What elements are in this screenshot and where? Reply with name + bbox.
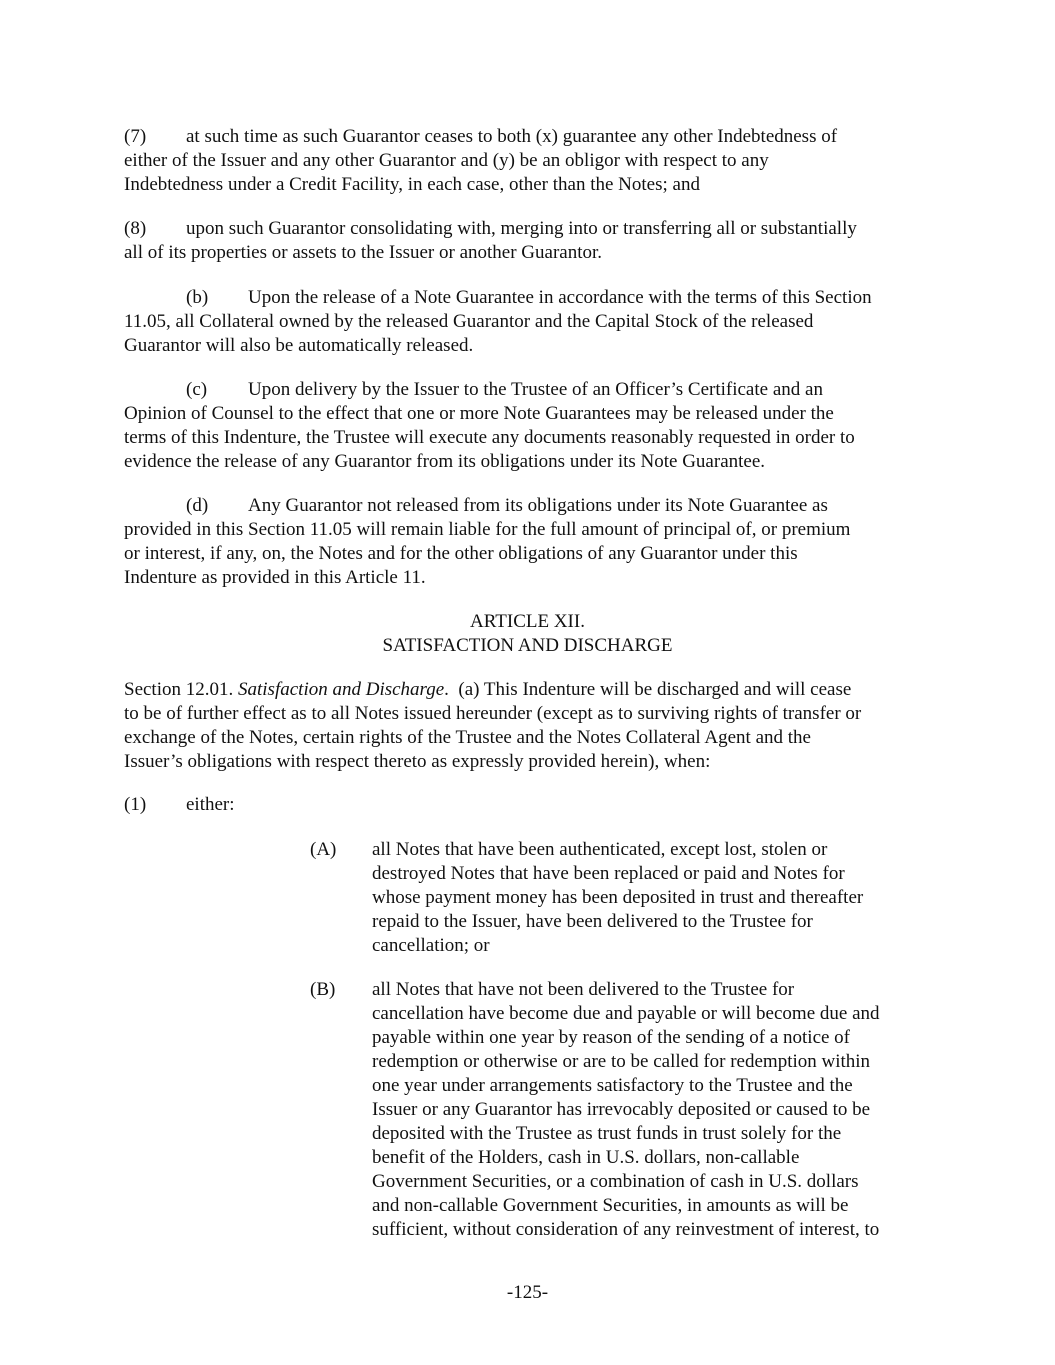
section-12-01-text: . (a) This Indenture will be discharged and will cease: [444, 679, 852, 700]
sub-item-b-line-8: benefit of the Holders, cash in U.S. dollars, non-callable: [372, 1147, 800, 1168]
clause-7: [124, 125, 939, 197]
sub-item-b-label: (B): [310, 979, 336, 1000]
item-1-text: either:: [186, 794, 235, 815]
clause-8-line-1: [124, 217, 939, 241]
sub-item-a-line-3: whose payment money has been deposited in trust and thereafter: [372, 887, 864, 908]
section-heading: Satisfaction and Discharge: [238, 679, 445, 700]
sub-item-a-line-1: all Notes that have been authenticated, except lost, stolen or: [372, 839, 828, 860]
clause-8: [124, 217, 939, 265]
item-1-line: [124, 793, 939, 817]
paragraph-d-line-1: [124, 494, 939, 518]
paragraph-d-line-2: provided in this Section 11.05 will remain liable for the full amount of principal of, or premium: [124, 519, 851, 540]
paragraph-b-number: (b): [186, 287, 209, 308]
paragraph-b-line-1: [124, 286, 939, 310]
sub-item-b-line-4: redemption or otherwise or are to be called for redemption within: [372, 1051, 871, 1072]
section-number: Section 12.01.: [124, 679, 238, 700]
clause-8-text: upon such Guarantor consolidating with, merging into or transferring all or substantially: [186, 218, 857, 239]
paragraph-c-line-4: evidence the release of any Guarantor from its obligations under its Note Guarantee.: [124, 451, 766, 472]
paragraph-c-number: (c): [186, 379, 208, 400]
sub-item-a-line-2: destroyed Notes that have been replaced or paid and Notes for: [372, 863, 845, 884]
clause-8-number: (8): [124, 218, 147, 239]
sub-item-b-line-6: Issuer or any Guarantor has irrevocably deposited or caused to be: [372, 1099, 871, 1120]
sub-item-a-line-5: cancellation; or: [372, 935, 490, 956]
clause-7-text: at such time as such Guarantor ceases to both (x) guarantee any other Indebtedness of: [186, 126, 838, 147]
paragraph-c: [124, 378, 939, 474]
paragraph-c-line-1: [124, 378, 939, 402]
paragraph-d: [124, 494, 939, 590]
sub-item-a: [372, 838, 942, 958]
sub-item-b-line-10: and non-callable Government Securities, in amounts as will be: [372, 1195, 849, 1216]
sub-item-b-line-9: Government Securities, or a combination of cash in U.S. dollars: [372, 1171, 859, 1192]
article-number: ARTICLE XII.: [470, 611, 585, 632]
sub-item-b: [372, 978, 942, 1242]
paragraph-b-line-2: 11.05, all Collateral owned by the released Guarantor and the Capital Stock of the released: [124, 311, 814, 332]
paragraph-c-text: Upon delivery by the Issuer to the Trustee of an Officer’s Certificate and an: [248, 379, 823, 400]
paragraph-d-text: Any Guarantor not released from its obligations under its Note Guarantee as: [248, 495, 828, 516]
section-12-01-line-3: exchange of the Notes, certain rights of the Trustee and the Notes Collateral Agent and the: [124, 727, 811, 748]
paragraph-c-line-3: terms of this Indenture, the Trustee will execute any documents reasonably requested in order to: [124, 427, 855, 448]
paragraph-d-line-4: Indenture as provided in this Article 11.: [124, 567, 426, 588]
item-1-number: (1): [124, 794, 147, 815]
article-heading: [124, 610, 931, 658]
sub-item-a-line-4: repaid to the Issuer, have been delivered to the Trustee for: [372, 911, 813, 932]
paragraph-d-line-3: or interest, if any, on, the Notes and for the other obligations of any Guarantor under this: [124, 543, 798, 564]
paragraph-b: [124, 286, 939, 358]
paragraph-b-line-3: Guarantor will also be automatically released.: [124, 335, 474, 356]
paragraph-d-number: (d): [186, 495, 209, 516]
paragraph-c-line-2: Opinion of Counsel to the effect that one or more Note Guarantees may be released under the: [124, 403, 834, 424]
article-title: SATISFACTION AND DISCHARGE: [382, 635, 673, 656]
sub-item-b-line-1: all Notes that have not been delivered to the Trustee for: [372, 979, 795, 1000]
paragraph-b-text: Upon the release of a Note Guarantee in accordance with the terms of this Section: [248, 287, 872, 308]
sub-item-b-line-3: payable within one year by reason of the sending of a notice of: [372, 1027, 851, 1048]
clause-7-number: (7): [124, 126, 147, 147]
sub-item-a-label: (A): [310, 839, 337, 860]
sub-item-b-line-11: sufficient, without consideration of any reinvestment of interest, to: [372, 1219, 880, 1240]
clause-8-line-2: all of its properties or assets to the Issuer or another Guarantor.: [124, 242, 603, 263]
item-1: [124, 793, 939, 817]
section-12-01: [124, 678, 939, 774]
clause-7-line-3: Indebtedness under a Credit Facility, in each case, other than the Notes; and: [124, 174, 700, 195]
section-12-01-line-1: [124, 678, 939, 702]
page-number: -125-: [506, 1282, 549, 1303]
section-12-01-line-4: Issuer’s obligations with respect thereto as expressly provided herein), when:: [124, 751, 711, 772]
section-12-01-line-2: to be of further effect as to all Notes issued hereunder (except as to surviving rights of transfer or: [124, 703, 862, 724]
sub-item-b-line-7: deposited with the Trustee as trust funds in trust solely for the: [372, 1123, 842, 1144]
clause-7-line-2: either of the Issuer and any other Guarantor and (y) be an obligor with respect to any: [124, 150, 769, 171]
clause-7-line-1: [124, 125, 939, 149]
sub-item-b-line-5: one year under arrangements satisfactory to the Trustee and the: [372, 1075, 853, 1096]
sub-item-b-line-2: cancellation have become due and payable or will become due and: [372, 1003, 880, 1024]
